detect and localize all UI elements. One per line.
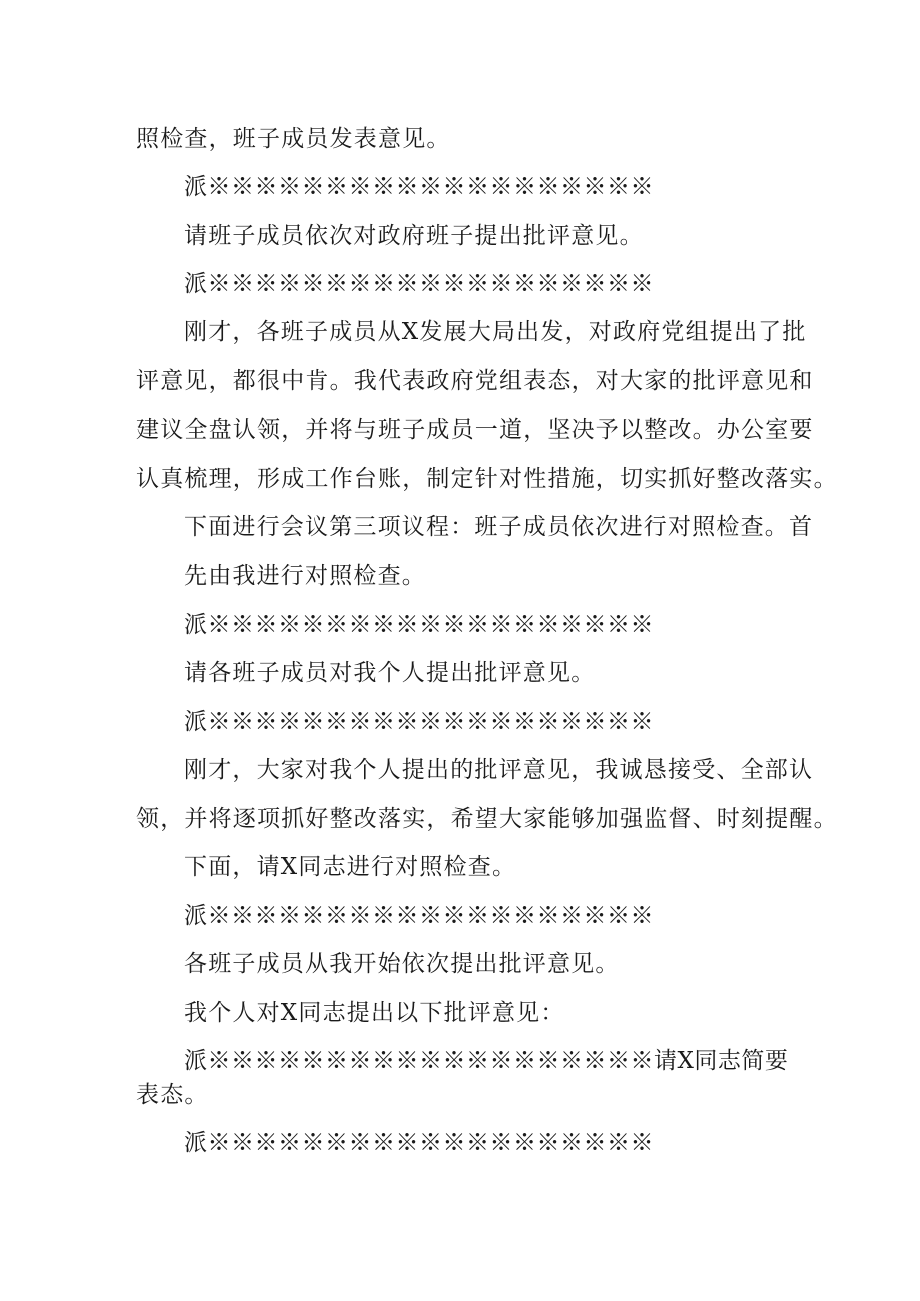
text-line: 我个人对X同志提出以下批评意见： xyxy=(184,1000,565,1026)
placeholder-line: 派※※※※※※※※※※※※※※※※※※※ xyxy=(184,271,654,297)
text-line: 先由我进行对照检查。 xyxy=(184,563,426,589)
text-line: 认真梳理，形成工作台账，制定针对性措施，切实抓好整改落实。 xyxy=(136,466,838,492)
text-line: 评意见，都很中肯。我代表政府党组表态，对大家的批评意见和 xyxy=(136,368,814,394)
text-line: 刚才，各班子成员从X发展大局出发，对政府党组提出了批 xyxy=(184,319,807,345)
placeholder-line: 派※※※※※※※※※※※※※※※※※※※ xyxy=(184,174,654,200)
text-line: 建议全盘认领，并将与班子成员一道，坚决予以整改。办公室要 xyxy=(136,417,814,443)
text-line: 照检查，班子成员发表意见。 xyxy=(136,126,451,152)
text-line: 下面，请X同志进行对照检查。 xyxy=(184,854,517,880)
text-line: 请各班子成员对我个人提出批评意见。 xyxy=(184,660,596,686)
placeholder-line: 派※※※※※※※※※※※※※※※※※※※ xyxy=(184,903,654,929)
text-line: 表态。 xyxy=(136,1082,209,1108)
placeholder-line: 派※※※※※※※※※※※※※※※※※※※ xyxy=(184,1130,654,1156)
text-line: 下面进行会议第三项议程：班子成员依次进行对照检查。首 xyxy=(184,514,814,540)
placeholder-line: 派※※※※※※※※※※※※※※※※※※※请X同志简要 xyxy=(184,1048,789,1074)
text-line: 各班子成员从我开始依次提出批评意见。 xyxy=(184,951,620,977)
placeholder-line: 派※※※※※※※※※※※※※※※※※※※ xyxy=(184,612,654,638)
placeholder-line: 派※※※※※※※※※※※※※※※※※※※ xyxy=(184,709,654,735)
text-line: 刚才，大家对我个人提出的批评意见，我诚恳接受、全部认 xyxy=(184,757,814,783)
text-line: 领，并将逐项抓好整改落实，希望大家能够加强监督、时刻提醒。 xyxy=(136,806,838,832)
text-line: 请班子成员依次对政府班子提出批评意见。 xyxy=(184,223,644,249)
